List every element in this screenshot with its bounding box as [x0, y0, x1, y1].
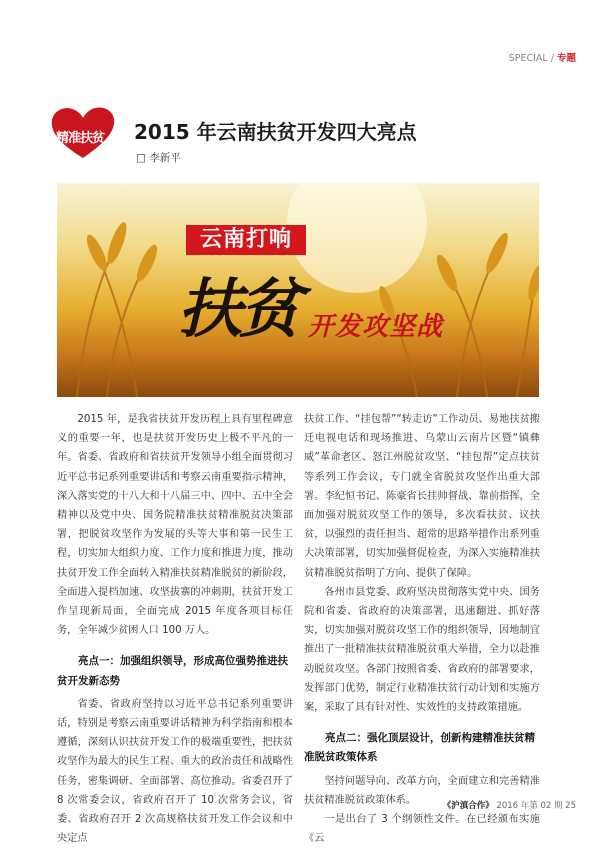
paragraph: 坚持问题导向、改革方向，全面建立和完善精准扶贫精准脱贫政策体系。 — [304, 775, 540, 806]
article-author: □ 李新平 — [136, 152, 181, 164]
banner-image — [57, 183, 539, 397]
paragraph: 扶贫工作、“挂包帮”“转走访”工作动员、易地扶贫搬迁电视电话和现场推进、乌蒙山云南片区暨“镇彝威”革命老区、怒江州脱贫攻坚、“挂包帮”定点扶贫等系列工作会议，专门就全省脱贫攻坚作出重大部署。李纪恒书记、陈豪省长挂帅督战、靠前指挥，全面加强对脱贫攻坚工作的领导，多次看扶贫、议扶贫，以强烈的责任担当、超常的思路举措作出系列重大决策部署，切实加强督促检查，为深入实施精准扶贫精准脱贫指明了方向、提供了保障。 — [304, 414, 540, 579]
page-footer — [443, 799, 576, 811]
section-label-zh: 专题 — [556, 53, 576, 64]
subheading: 亮点一：加强组织领导，形成高位强势推进扶贫开发新态势 — [57, 655, 288, 687]
page-number: 25 — [565, 801, 576, 811]
subheading: 亮点二：强化顶层设计，创新构建精准扶贫精准脱贫政策体系 — [304, 732, 535, 764]
logo-text: 精准扶贫 — [56, 131, 105, 146]
section-header — [509, 50, 576, 64]
left-column — [57, 410, 293, 848]
paragraph: 各州市县党委、政府坚决贯彻落实党中央、国务院和省委、省政府的决策部署，迅速翻进、抓好落实，切实加强对脱贫攻坚工作的组织领导，因地制宜推出了一批精准扶贫精准脱贫重大举措，全力以赴推动脱贫攻坚。各部门按照省委、省政府的部署要求，发挥部门优势，制定行业精准扶贫行动计划和实施方案，采取了具有针对性、实效性的支持政策措施。 — [304, 586, 540, 714]
section-separator: / — [550, 53, 554, 64]
paragraph: 一是出台了 3 个纲领性文件。在已经颁布实施《云 — [304, 814, 540, 845]
banner-headline-2: 扶贫 — [178, 272, 298, 347]
article-title: 2015 年云南扶贫开发四大亮点 — [134, 120, 417, 144]
issue-info: 2016 年第 02 期 — [496, 801, 563, 811]
banner-headline-3: 开发攻坚战 — [308, 312, 444, 342]
banner-headline-1: 云南打响 — [186, 225, 306, 255]
magazine-name: 《沪滇合作》 — [442, 801, 494, 811]
paragraph: 2015 年，是我省扶贫开发历程上具有里程碑意义的重要一年，也是扶贫开发历史上极不平凡的一年。省委、省政府和省扶贫开发领导小组全面贯彻习近平总书记系列重要讲话和考察云南重要指示精神，深入落实党的十八大和十八届三中、四中、五中全会精神以及党中央、国务院精准扶贫精准脱贫决策部署，把脱贫攻坚作为发展的头等大事和第一民生工程，切实加大组织力度、工作力度和推进力度，推动扶贫开发工作全面转入精准扶贫精准脱贫的新阶段，全面进入提档加速、攻坚拔寨的冲刺期，扶贫开发工作呈现新局面，全面完成 2015 年度各项目标任务，全年减少贫困人口 100 万人。 — [57, 414, 293, 637]
section-label-en: SPECIAL — [508, 53, 548, 64]
paragraph: 省委、省政府坚持以习近平总书记系列重要讲话，特别是考察云南重要讲话精神为科学指南和根本遵循，深刻认识扶贫开发工作的极端重要性，把扶贫攻坚作为最大的民生工程、重大的政治责任和战略性任务，密集调研、全面部署、高位推动。省委召开了 8 次常委会议，省政府召开了 10 次常务会议，省委、省政府召开 2 次高规格扶贫开发工作会议和中央定点 — [57, 698, 293, 845]
right-column — [304, 410, 540, 848]
